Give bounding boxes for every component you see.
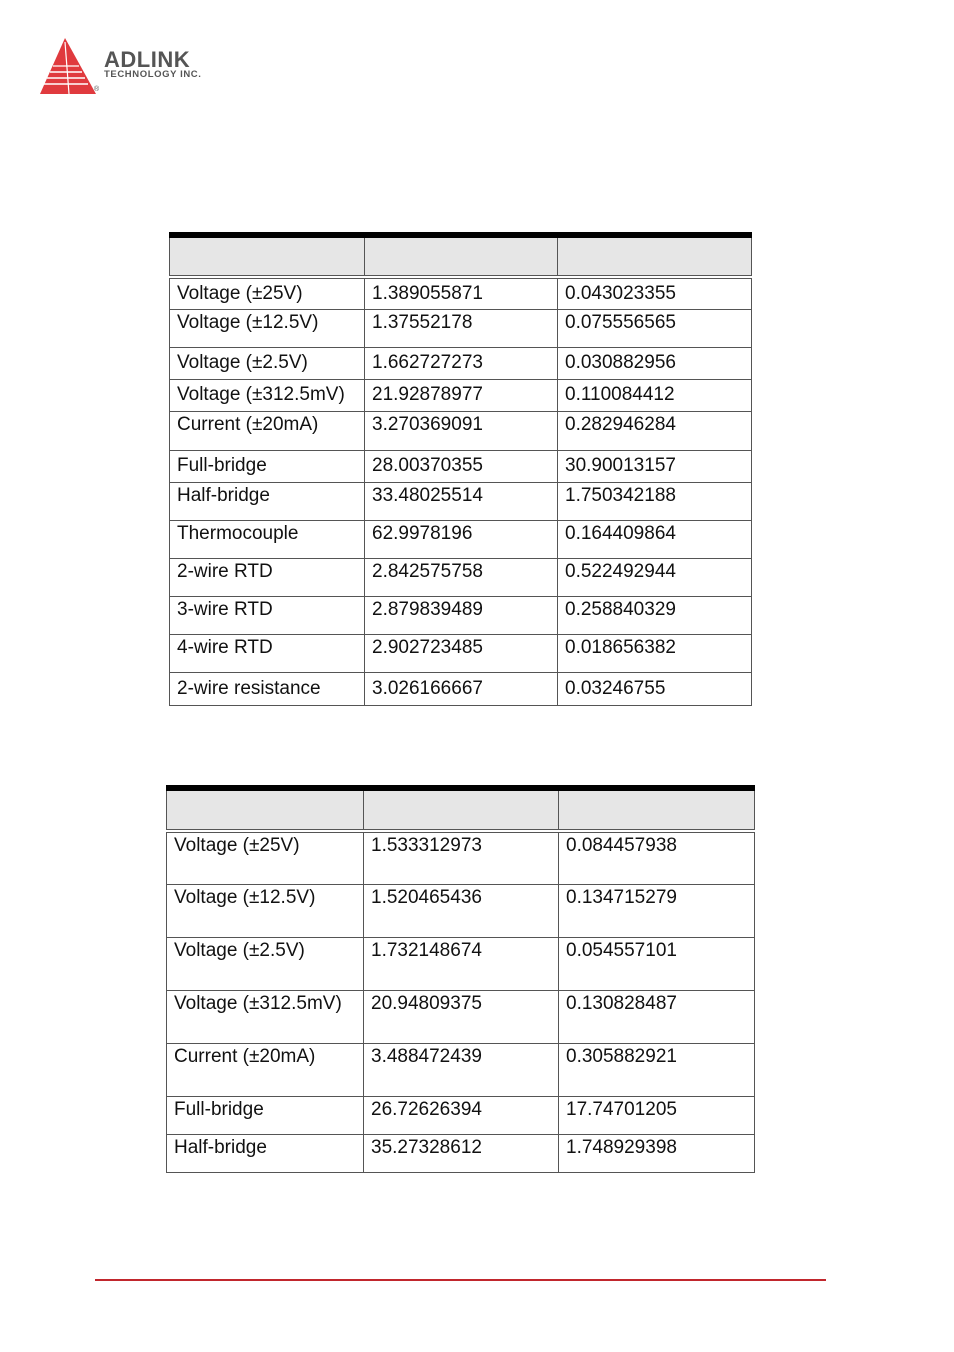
table-cell-value: 1.37552178 xyxy=(365,309,558,347)
table-cell-range: Voltage (±312.5mV) xyxy=(170,379,365,411)
measurement-table-1 xyxy=(169,232,752,706)
measurement-table-2 xyxy=(166,785,755,1173)
table-cell-value: 1.732148674 xyxy=(364,937,559,990)
table-cell-value: 0.134715279 xyxy=(559,884,755,937)
table-cell-range: 3-wire RTD xyxy=(170,596,365,634)
table-cell-value: 0.110084412 xyxy=(558,379,752,411)
table-header-cell xyxy=(364,788,559,831)
table-header-cell xyxy=(167,788,364,831)
table-cell-range: 2-wire resistance xyxy=(170,672,365,705)
table-cell-value: 17.74701205 xyxy=(559,1096,755,1134)
table-cell-value: 0.258840329 xyxy=(558,596,752,634)
table-header-cell xyxy=(558,235,752,277)
table-cell-range: Voltage (±312.5mV) xyxy=(167,990,364,1043)
table-cell-value: 0.305882921 xyxy=(559,1043,755,1096)
table-row xyxy=(170,596,752,634)
brand-subtitle: TECHNOLOGY INC. xyxy=(104,69,202,80)
table-cell-range: Full-bridge xyxy=(170,450,365,482)
table-row xyxy=(170,520,752,558)
table-cell-value: 33.48025514 xyxy=(365,482,558,520)
table-cell-value: 0.075556565 xyxy=(558,309,752,347)
table-cell-value: 1.748929398 xyxy=(559,1134,755,1172)
table-cell-value: 0.03246755 xyxy=(558,672,752,705)
table-cell-value: 0.030882956 xyxy=(558,347,752,379)
table-row xyxy=(170,672,752,705)
table-row xyxy=(170,347,752,379)
table-cell-value: 0.282946284 xyxy=(558,411,752,450)
table-cell-range: Half-bridge xyxy=(170,482,365,520)
table-cell-value: 1.533312973 xyxy=(364,831,559,884)
table-cell-value: 20.94809375 xyxy=(364,990,559,1043)
table-row xyxy=(170,277,752,309)
table-cell-value: 3.026166667 xyxy=(365,672,558,705)
table-cell-range: Voltage (±25V) xyxy=(170,277,365,309)
table-row xyxy=(167,1096,755,1134)
table-row xyxy=(167,937,755,990)
table-cell-value: 3.488472439 xyxy=(364,1043,559,1096)
table-cell-range: Thermocouple xyxy=(170,520,365,558)
table-header-cell xyxy=(170,235,365,277)
table-cell-value: 28.00370355 xyxy=(365,450,558,482)
table-cell-value: 1.520465436 xyxy=(364,884,559,937)
table-cell-value: 1.662727273 xyxy=(365,347,558,379)
table-cell-value: 0.522492944 xyxy=(558,558,752,596)
table-cell-value: 2.842575758 xyxy=(365,558,558,596)
table-cell-value: 0.164409864 xyxy=(558,520,752,558)
table-cell-value: 0.054557101 xyxy=(559,937,755,990)
table-header-cell xyxy=(365,235,558,277)
table-cell-range: Half-bridge xyxy=(167,1134,364,1172)
table-cell-range: Current (±20mA) xyxy=(167,1043,364,1096)
table-cell-range: Voltage (±2.5V) xyxy=(170,347,365,379)
table-cell-range: Full-bridge xyxy=(167,1096,364,1134)
table-row xyxy=(170,411,752,450)
table-row xyxy=(167,1134,755,1172)
table-row xyxy=(170,558,752,596)
table-header-cell xyxy=(559,788,755,831)
table-cell-range: Voltage (±2.5V) xyxy=(167,937,364,990)
brand-name: ADLINK xyxy=(104,47,191,72)
table-row xyxy=(167,831,755,884)
table-row xyxy=(170,634,752,672)
table-row xyxy=(167,1043,755,1096)
table-row xyxy=(170,379,752,411)
table-cell-range: Voltage (±25V) xyxy=(167,831,364,884)
table-header-row xyxy=(167,788,755,831)
table-cell-range: Current (±20mA) xyxy=(170,411,365,450)
table-cell-value: 0.084457938 xyxy=(559,831,755,884)
registered-mark: ® xyxy=(94,86,100,93)
table-cell-value: 0.018656382 xyxy=(558,634,752,672)
table-cell-value: 0.130828487 xyxy=(559,990,755,1043)
adlink-logo xyxy=(38,36,238,100)
footer-divider xyxy=(95,1279,826,1281)
table-row xyxy=(167,990,755,1043)
table-cell-value: 21.92878977 xyxy=(365,379,558,411)
table-cell-value: 26.72626394 xyxy=(364,1096,559,1134)
adlink-pyramid-icon xyxy=(38,36,102,98)
table-cell-range: Voltage (±12.5V) xyxy=(170,309,365,347)
table-cell-value: 30.90013157 xyxy=(558,450,752,482)
table-cell-range: Voltage (±12.5V) xyxy=(167,884,364,937)
table-row xyxy=(167,884,755,937)
table-cell-value: 35.27328612 xyxy=(364,1134,559,1172)
table-cell-range: 4-wire RTD xyxy=(170,634,365,672)
table-cell-value: 2.879839489 xyxy=(365,596,558,634)
table-cell-value: 0.043023355 xyxy=(558,277,752,309)
table-cell-range: 2-wire RTD xyxy=(170,558,365,596)
table-cell-value: 1.750342188 xyxy=(558,482,752,520)
table-row xyxy=(170,482,752,520)
table-cell-value: 3.270369091 xyxy=(365,411,558,450)
table-cell-value: 1.389055871 xyxy=(365,277,558,309)
table-row xyxy=(170,450,752,482)
table-header-row xyxy=(170,235,752,277)
table-row xyxy=(170,309,752,347)
table-cell-value: 62.9978196 xyxy=(365,520,558,558)
table-cell-value: 2.902723485 xyxy=(365,634,558,672)
